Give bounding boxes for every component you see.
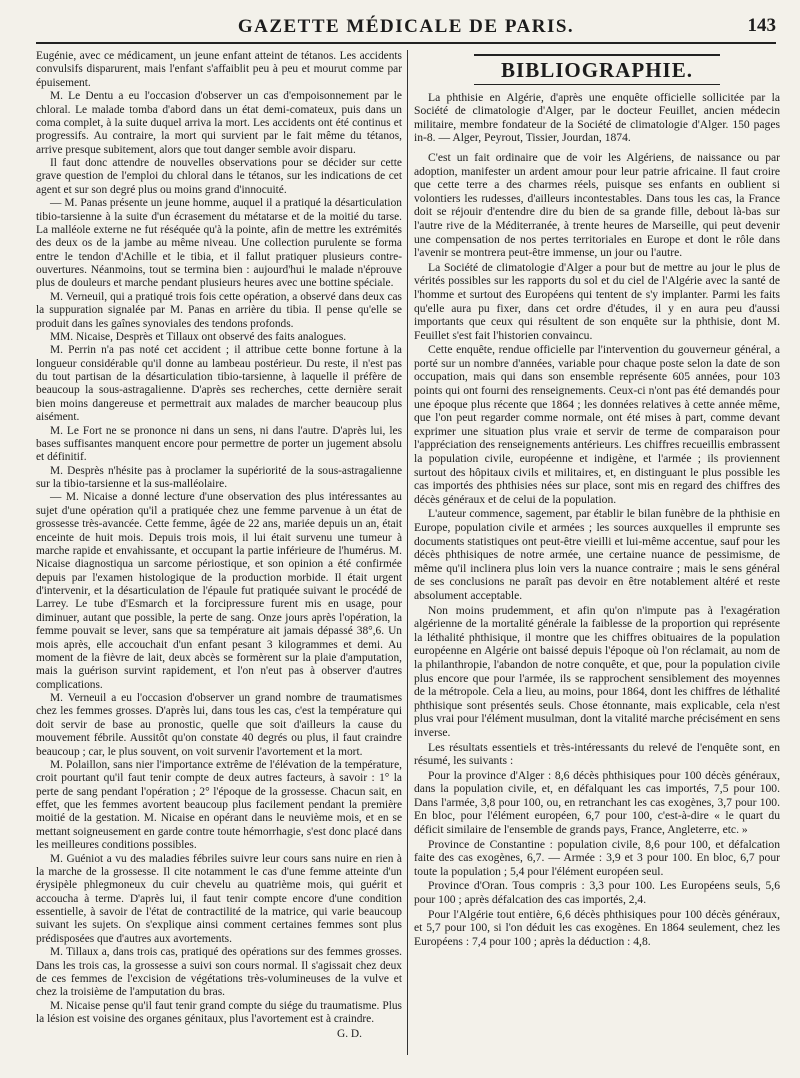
paragraph: Les résultats essentiels et très-intéressants du relevé de l'enquête sont, en résumé, les suivants : [414,740,780,768]
journal-title: GAZETTE MÉDICALE DE PARIS. [237,16,575,37]
paragraph: M. Le Dentu a eu l'occasion d'observer un cas d'empoisonnement par le chloral. Le malade tomba d'abord dans un état demi-comateux, puis dans un coma complet, à la suite duquel arriva la mort. Les accidents ont été continus et progressifs. Au contraire, la mort qui survient par le fait même du tétanos, arrive presque subitement, alors que tout danger semble avoir disparu. [36,90,402,156]
paragraph: M. Verneuil a eu l'occasion d'observer un grand nombre de traumatismes chez les femmes grosses. D'après lui, dans tous les cas, c'est la température qui doit servir de base au pronostic, quelle que soit d'ailleurs la cause du mouvement fébrile. Aussitôt qu'on constate 40 degrés ou plus, il faut craindre beaucoup ; car, le plus souvent, on voit survenir l'avortement et la mort. [36,692,402,758]
paragraph: — M. Nicaise a donné lecture d'une observation des plus intéressantes au sujet d'une opération qu'il a pratiquée chez une femme parvenue à un état de grossesse très-avancée. Cette femme, âgée de 22 ans, mariée depuis un an, était enceinte de huit mois. Depuis trois mois, il lui était survenu une tumeur à marche rapide et envahissante, et occupant la partie inférieure de l'humérus. M. Nicaise diagnostiqua un sarcome périostique, et son opinion a été confirmée depuis par l'examen histologique de la production morbide. Il était urgent d'intervenir, et la désarticulation de l'épaule fut pratiquée suivant le procédé de Larrey. Le tube d'Esmarch et la forcipressure furent mis en usage, pour diminuer, autant que possible, la perte de sang. Onze jours après l'opération, la femme pouvait se lever, sans que sa température ait jamais dépassé 38°,6. Un mois après, elle accouchait d'un enfant pesant 3 kilogrammes et demi. Au moment de la fièvre de lait, deux abcès se formèrent sur la plaie d'amputation, mais la guérison survint rapidement, et l'on n'eut pas à observer d'autres complications. [36,491,402,691]
paragraph: M. Nicaise pense qu'il faut tenir grand compte du siége du traumatisme. Plus la lésion est voisine des organes génitaux, plus l'avortement est à craindre. [36,999,402,1025]
signature: G. D. [337,1028,362,1041]
paragraph: M. Le Fort ne se prononce ni dans un sens, ni dans l'autre. D'après lui, les bases suffisantes manquent encore pour permettre de porter un jugement absolu et définitif. [36,424,402,464]
paragraph: Province d'Oran. Tous compris : 3,3 pour 100. Les Européens seuls, 5,6 pour 100 ; après défalcation des cas importés, 2,4. [414,879,780,907]
paragraph: L'auteur commence, sagement, par établir le bilan funèbre de la phthisie en Europe, population civile et armées ; les sources auxquelles il emprunte ses documents statistiques ont peut-être vieilli et lui-même accentue, sauf pour les décès phthisiques de notre armée, une certaine nuance de pessimisme, de même qu'il inclinera plus loin vers la nuance contraire ; mais le sens général de ses conclusions ne paraît pas devoir en être notablement altéré et reste absolument acceptable. [414,507,780,602]
paragraph: La Société de climatologie d'Alger a pour but de mettre au jour le plus de vérités possibles sur les rapports du sol et du ciel de l'Algérie avec la santé de l'homme et surtout des Européens qui tentent de s'y implanter. Parmi les faits qu'elle aura pu fixer, dans cet ordre d'études, il y en aura peu d'aussi importants que ceux qui résultent de son enquête sur la phthisie, dont M. Feuillet s'est fait l'historien convaincu. [414,260,780,342]
paragraph: M. Guéniot a vu des maladies fébriles suivre leur cours sans nuire en rien à la marche de la grossesse. Il cite notamment le cas d'une femme atteinte d'un érysipèle phlegmoneux du cuir chevelu au quatrième mois, qui guérit et accoucha à terme. D'après lui, il faut tenir compte encore d'une condition essentielle, à savoir de l'état de contractilité de la matrice, qui varie beaucoup suivant les sujets. On s'explique ainsi comment certaines femmes sont plus prédisposées que d'autres aux avortements. [36,852,402,945]
left-column [36,50,402,1042]
column-divider [407,50,408,1055]
paragraph: M. Perrin n'a pas noté cet accident ; il attribue cette bonne fortune à la longueur considérable qu'il donne au lambeau postérieur. Du reste, il n'est pas du tout partisan de la désarticulation tibio-tarsienne, à laquelle il préfère de beaucoup la sous-astragalienne. D'après ses recherches, cette dernière serait bien moins dangereuse et permettrait aux malades de marcher beaucoup plus aisément. [36,344,402,424]
paragraph: Cette enquête, rendue officielle par l'intervention du gouverneur général, a porté sur un nombre d'années, variable pour chaque poste selon la date de son occupation, mais qui dans son ensemble représente 605 années, pour 103 points qui ont fourni des renseignements. Ceux-ci n'ont pas été demandés pour une époque plus récente que 1864 ; les données relatives à cette année même, que l'on peut regarder comme normale, ont été mises à part, comme devant exprimer une situation plus vraie et servir de terme de comparaison pour l'appréciation des renseignements antérieurs. Les chiffres recueillis embrassent la population civile, européenne et indigène, et l'armée ; ils proviennent surtout des hôpitaux civils et militaires, et, en distinguant le plus possible les cas importés des phthisies nées sur place, sont mis en regard des chiffres des décès généraux et de celui de la population. [414,343,780,506]
paragraph: Pour la province d'Alger : 8,6 décès phthisiques pour 100 décès généraux, dans la population civile, et, en défalquant les cas importés, 7,5 pour 100. Dans l'armée, 3,8 pour 100, ou, en retranchant les cas exogènes, 3,7 pour 100. En bloc, pour l'élément européen, 6,7 pour 100, c'est-à-dire « le quart du déficit similaire de l'ensemble de grands pays, France, Angleterre, etc. » [414,768,780,837]
paragraph: Il faut donc attendre de nouvelles observations pour se décider sur cette grave question de l'emploi du chloral dans le tétanos, sur les indications de cet agent et sur son degré plus ou moins grand d'innocuité. [36,157,402,196]
paragraph: Pour l'Algérie tout entière, 6,6 décès phthisiques pour 100 décès généraux, et 5,7 pour 100, si l'on déduit les cas exogènes. En 1864 seulement, chez les Européens : 7,4 pour 100 ; après la déduction : 4,8. [414,907,780,948]
paragraph: Province de Constantine : population civile, 8,6 pour 100, et défalcation faite des cas exogènes, 6,7. — Armée : 3,9 et 3 pour 100. En bloc, 6,7 pour toute la population ; 5,4 pour l'élément européen seul. [414,837,780,878]
paragraph: MM. Nicaise, Desprès et Tillaux ont observé des faits analogues. [50,330,347,343]
paragraph: Non moins prudemment, et afin qu'on n'impute pas à l'exagération algérienne de la mortalité générale la faiblesse de la proportion qui représente la léthalité phthisique, il montre que les chiffres obituaires de la population européenne en Algérie ont baissé depuis l'époque où l'on réclamait, au nom de la philanthropie, l'abandon de notre conquête, et que, pour la population civile plus encore que pour l'armée, ils se rapprochent sensiblement des moyennes de la métropole. Cela a lieu, au moins, pour 1864, dont les chiffres de léthalité phthisique sont présentés seuls. Chose étonnante, mais explicable, cela n'est plus vrai pour l'élément musulman, dont la vitalité marche précisément en sens inverse. [414,603,780,739]
paragraph: C'est un fait ordinaire que de voir les Algériens, de naissance ou par adoption, manifester un ardent amour pour leur patrie africaine. Il faut croire que cette terre a des charmes réels, puisque ses enfants en oublient si volontiers les rudesses, d'ailleurs incontestables. Dans tous les cas, la France doit se réjouir d'entendre dire du bien de sa grande fille, debout là-bas sur l'autre rive de la Méditerranée, à trente heures de Marseille, qui peut devenir une compensation de nos pertes territoriales en Europe et dont le rôle dans l'avenir se montrera peut-être immense, un jour ou l'autre. [414,150,780,260]
paragraph: M. Tillaux a, dans trois cas, pratiqué des opérations sur des femmes grosses. Dans les trois cas, la grossesse a suivi son cours normal. Il s'agissait chez deux de ces femmes de l'excision de végétations très-volumineuses de la vulve et chez la troisième de l'amputation du bras. [36,946,402,999]
page-number: 143 [747,15,776,36]
paragraph: M. Desprès n'hésite pas à proclamer la supériorité de la sous-astragalienne sur la tibio-tarsienne et la sus-malléolaire. [36,464,402,490]
right-column [414,50,780,949]
paragraph: M. Verneuil, qui a pratiqué trois fois cette opération, a observé dans deux cas la suppuration signalée par M. Panas en arrière du tibia. Il pense qu'elle se produit dans les gaînes synoviales des tendons profonds. [36,290,402,330]
paragraph: — M. Panas présente un jeune homme, auquel il a pratiqué la désarticulation tibio-tarsienne à la suite d'un écrasement du métatarse et de la moitié du tarse. La malléole externe ne fut réséquée qu'à la pointe, afin de mettre les extrémités des deux os de la jambe au même niveau. Une collection purulente se forma entre le tendon d'Achille et le tibia, et il fallut pratiquer plusieurs contre-ouvertures. Néanmoins, tout se termina bien : aujourd'hui le malade n'éprouve plus de douleurs et marche pendant plusieurs heures avec une bottine spéciale. [36,197,402,290]
paragraph: M. Polaillon, sans nier l'importance extrême de l'élévation de la température, croit pourtant qu'il faut tenir compte de deux autres facteurs, à savoir : 1° la perte de sang pendant l'opération ; 2° l'époque de la grossesse. Chacun sait, en effet, que les femmes avortent beaucoup plus facilement pendant la première moitié de la gestation. M. Nicaise en opérant dans le neuvième mois, et en se mettant soigneusement en garde contre toute hémorrhagie, s'est donc placé dans les meilleures conditions possibles. [36,758,402,852]
paragraph: Eugénie, avec ce médicament, un jeune enfant atteint de tétanos. Les accidents convulsifs disparurent, mais l'enfant s'affaiblit peu à peu et mourut comme par épuisement. [36,50,402,89]
page-header [36,14,776,44]
bibliographic-reference: La phthisie en Algérie, d'après une enquête officielle sollicitée par la Société de climatologie d'Alger, par le docteur Feuillet, ancien médecin militaire, membre fondateur de la Société de climatologie d'Alger. 150 pages in-8. — Alger, Peyrout, Tissier, Jourdan, 1874. [414,90,780,145]
section-title: BIBLIOGRAPHIE. [474,54,720,85]
